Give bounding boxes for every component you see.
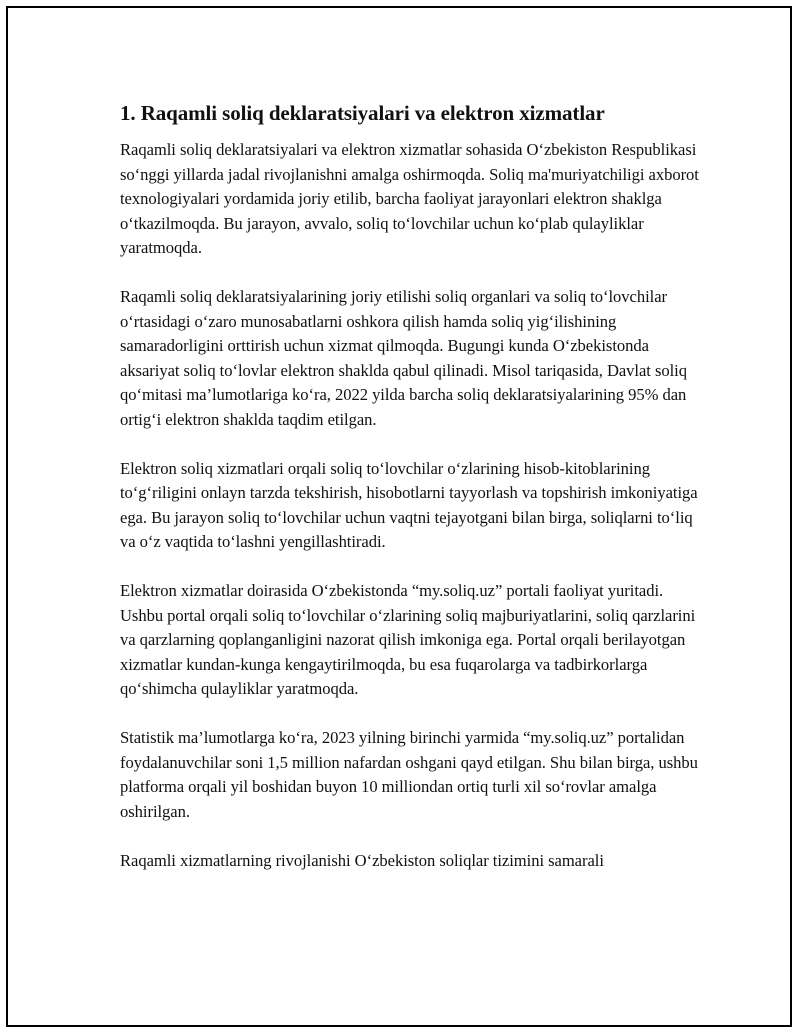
paragraph-3: Elektron soliq xizmatlari orqali soliq to‘lovchilar o‘zlarining hisob-kitoblarining to‘g‘riligini onlayn tarzda tekshirish, hisobotlarni tayyorlash va topshirish imkoniyatiga ega. Bu jarayon soliq to‘lovchilar uchun vaqtni tejayotgani bilan birga, soliqlarni to‘liq va o‘z vaqtida to‘lashni yengillashtiradi. [120,458,698,551]
paragraph-2: Raqamli soliq deklaratsiyalarining joriy etilishi soliq organlari va soliq to‘lovchilar o‘rtasidagi o‘zaro munosabatlarni oshkora qilish hamda soliq yig‘ilishining samaradorligini orttirish uchun xizmat qilmoqda. Bugungi kunda O‘zbekistonda aksariyat soliq to‘lovlar elektron shaklda qabul qilinadi. Misol tariqasida, Davlat soliq qo‘mitasi ma’lumotlariga ko‘ra, 2022 yilda barcha soliq deklaratsiyalarining 95% dan ortig‘i elektron shaklda taqdim etilgan. [120,287,687,429]
paragraph-1: Raqamli soliq deklaratsiyalari va elektron xizmatlar sohasida O‘zbekiston Respublikasi so‘nggi yillarda jadal rivojlanishni amalga oshirmoqda. Soliq ma'muriyatchiligi axborot texnologiyalari yordamida joriy etilib, barcha faoliyat jarayonlari elektron shaklga o‘tkazilmoqda. Bu jarayon, avvalo, soliq to‘lovchilar uchun ko‘plab qulayliklar yaratmoqda. [120,140,699,257]
document-body [120,100,702,873]
document-page [6,6,792,1027]
section-heading: 1. Raqamli soliq deklaratsiyalari va elektron xizmatlar [120,101,605,125]
paragraph-5: Statistik ma’lumotlarga ko‘ra, 2023 yilning birinchi yarmida “my.soliq.uz” portalidan foydalanuvchilar soni 1,5 million nafardan oshgani qayd etilgan. Shu bilan birga, ushbu platforma orqali yil boshidan buyon 10 milliondan ortiq turli xil so‘rovlar amalga oshirilgan. [120,728,698,821]
paragraph-4: Elektron xizmatlar doirasida O‘zbekistonda “my.soliq.uz” portali faoliyat yuritadi. Ushbu portal orqali soliq to‘lovchilar o‘zlarining soliq majburiyatlarini, soliq qarzlarini va qarzlarning qoplanganligini nazorat qilish imkoniga ega. Portal orqali berilayotgan xizmatlar kundan-kunga kengaytirilmoqda, bu esa fuqarolarga va tadbirkorlarga qo‘shimcha qulayliklar yaratmoqda. [120,581,696,698]
paragraph-6: Raqamli xizmatlarning rivojlanishi O‘zbekiston soliqlar tizimini samarali [120,850,604,870]
